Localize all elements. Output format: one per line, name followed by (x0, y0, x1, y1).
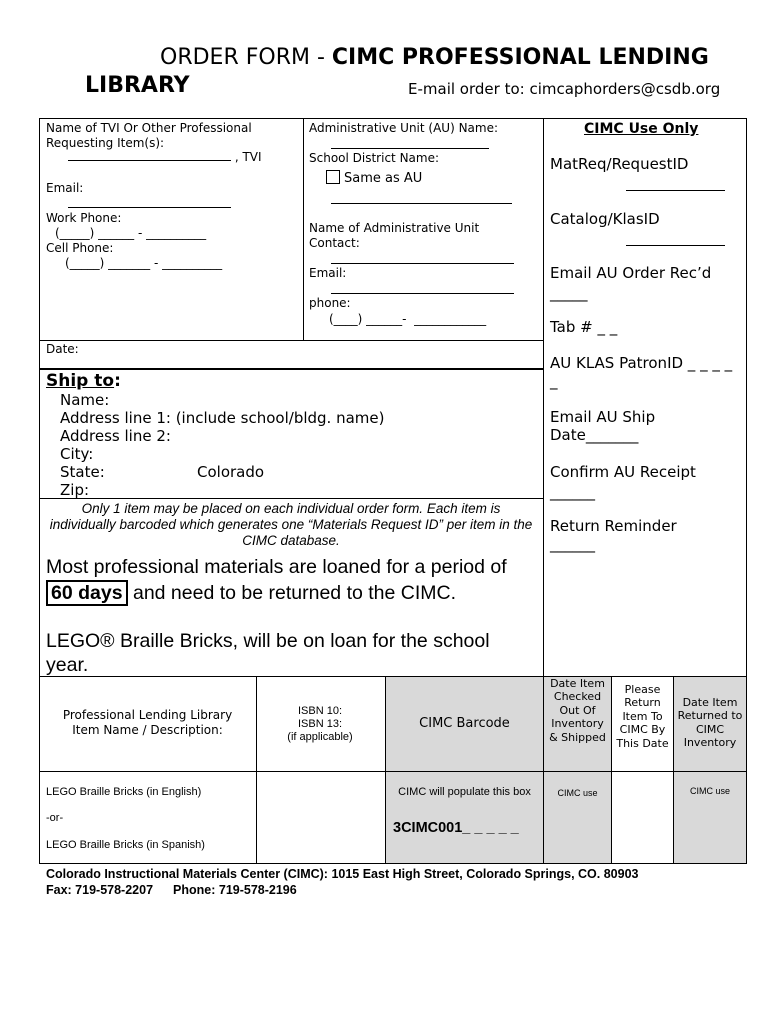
checkbox-icon[interactable] (326, 170, 340, 184)
loan-period-text: Most professional materials are loaned for a period of 60 days and need to be returned to the CIMC. (46, 556, 507, 604)
same-as-au-checkbox[interactable]: Same as AU (326, 170, 422, 186)
confirm-label: Confirm AU Receipt (550, 463, 696, 481)
work-phone-field[interactable]: (_____) ______ - __________ (55, 226, 207, 240)
ship-address2-label: Address line 2: (60, 427, 171, 445)
cimc-use-title: CIMC Use Only (584, 121, 699, 137)
divider (543, 676, 544, 864)
checked-cell (544, 772, 611, 863)
ship-to-title: Ship to: (46, 371, 121, 391)
cell-phone-label: Cell Phone: (46, 241, 114, 255)
cell-phone-field[interactable]: (_____) _______ - __________ (65, 256, 223, 270)
return-reminder-field[interactable]: ______ (550, 535, 595, 553)
email-order-text: E-mail order to: cimcaphorders@csdb.org (408, 80, 721, 98)
ship-state-value: Colorado (197, 463, 265, 481)
col-checked-header: Date Item Checked Out Of Inventory & Shipped (549, 677, 606, 744)
ship-city-label: City: (60, 445, 94, 463)
col-isbn-header: ISBN 10: ISBN 13: (if applicable) (287, 705, 353, 743)
au-email-field[interactable] (331, 293, 514, 294)
district-field[interactable] (331, 203, 512, 204)
ship-state-label: State: (60, 463, 105, 481)
form-title-line2: LIBRARY (85, 73, 190, 98)
divider (303, 118, 304, 340)
divider (385, 676, 386, 864)
au-contact-field[interactable] (331, 263, 514, 264)
row-cimc-use-returned: CIMC use (689, 786, 730, 796)
tab-label: Tab # _ _ (550, 318, 618, 336)
lego-loan-text: LEGO® Braille Bricks, will be on loan for the school year. (46, 630, 490, 676)
requester-name-field[interactable]: , TVI (68, 150, 262, 165)
ship-zip-label: Zip: (60, 481, 90, 499)
au-contact-label: Name of Administrative Unit Contact: (309, 221, 480, 250)
email-rec-field[interactable]: _____ (550, 284, 588, 302)
confirm-field[interactable]: ______ (550, 483, 595, 501)
divider (39, 368, 543, 370)
divider (256, 676, 257, 864)
matreq-field[interactable] (626, 190, 725, 191)
col-returned-header: Date Item Returned to CIMC Inventory (677, 696, 743, 750)
form-title: ORDER FORM - CIMC PROFESSIONAL LENDING (160, 45, 709, 70)
ship-date-label: Email AU Ship (550, 408, 656, 426)
divider (611, 676, 612, 864)
row-item-spanish: LEGO Braille Bricks (in Spanish) (46, 839, 205, 851)
row-barcode-value[interactable]: 3CIMC001_ _ _ _ _ (393, 820, 519, 836)
col-return-by-header: Please Return Item To CIMC By This Date (616, 683, 669, 750)
ship-date-field[interactable]: Date_______ (550, 426, 639, 444)
au-email-label: Email: (309, 266, 347, 280)
ship-name-label: Name: (60, 391, 110, 409)
col-barcode-header: CIMC Barcode (419, 716, 510, 731)
footer-contact: Fax: 719-578-2207 Phone: 719-578-2196 (46, 883, 297, 897)
return-reminder-label: Return Reminder (550, 517, 677, 535)
district-label: School District Name: (309, 151, 440, 165)
date-label: Date: (46, 342, 79, 356)
one-item-notice: Only 1 item may be placed on each individual order form. Each item is individually barcoded which generates one “Materials Request ID” per item in the CIMC database. (49, 501, 533, 548)
au-phone-label: phone: (309, 296, 351, 310)
divider (39, 771, 747, 772)
work-phone-label: Work Phone: (46, 211, 122, 225)
row-barcode-note: CIMC will populate this box (398, 786, 531, 798)
patron-field[interactable]: _ (550, 372, 558, 390)
catalog-field[interactable] (626, 245, 725, 246)
loan-days-badge: 60 days (46, 580, 128, 606)
requester-email-label: Email: (46, 181, 84, 195)
email-rec-label: Email AU Order Rec’d (550, 264, 712, 282)
patron-label: AU KLAS PatronID _ _ _ _ (550, 354, 733, 372)
col-item-header: Professional Lending Library Item Name / Description: (62, 708, 233, 737)
footer-address: Colorado Instructional Materials Center (CIMC): 1015 East High Street, Colorado Springs, CO. 80903 (46, 867, 639, 881)
requester-name-label: Name of TVI Or Other Professional Requesting Item(s): (46, 121, 252, 150)
ship-address1-label: Address line 1: (include school/bldg. name) (60, 409, 385, 427)
requester-email-field[interactable] (68, 207, 231, 208)
row-item-english: LEGO Braille Bricks (in English) (46, 786, 202, 798)
au-name-label: Administrative Unit (AU) Name: (309, 121, 499, 135)
row-item-or: -or- (46, 812, 64, 824)
matreq-label: MatReq/RequestID (550, 155, 689, 173)
divider (39, 340, 543, 341)
divider (39, 498, 543, 499)
divider (673, 676, 674, 864)
row-cimc-use-checked: CIMC use (557, 788, 598, 798)
au-phone-field[interactable]: (____) ______- ____________ (329, 312, 487, 326)
au-name-field[interactable] (331, 148, 489, 149)
catalog-label: Catalog/KlasID (550, 210, 660, 228)
